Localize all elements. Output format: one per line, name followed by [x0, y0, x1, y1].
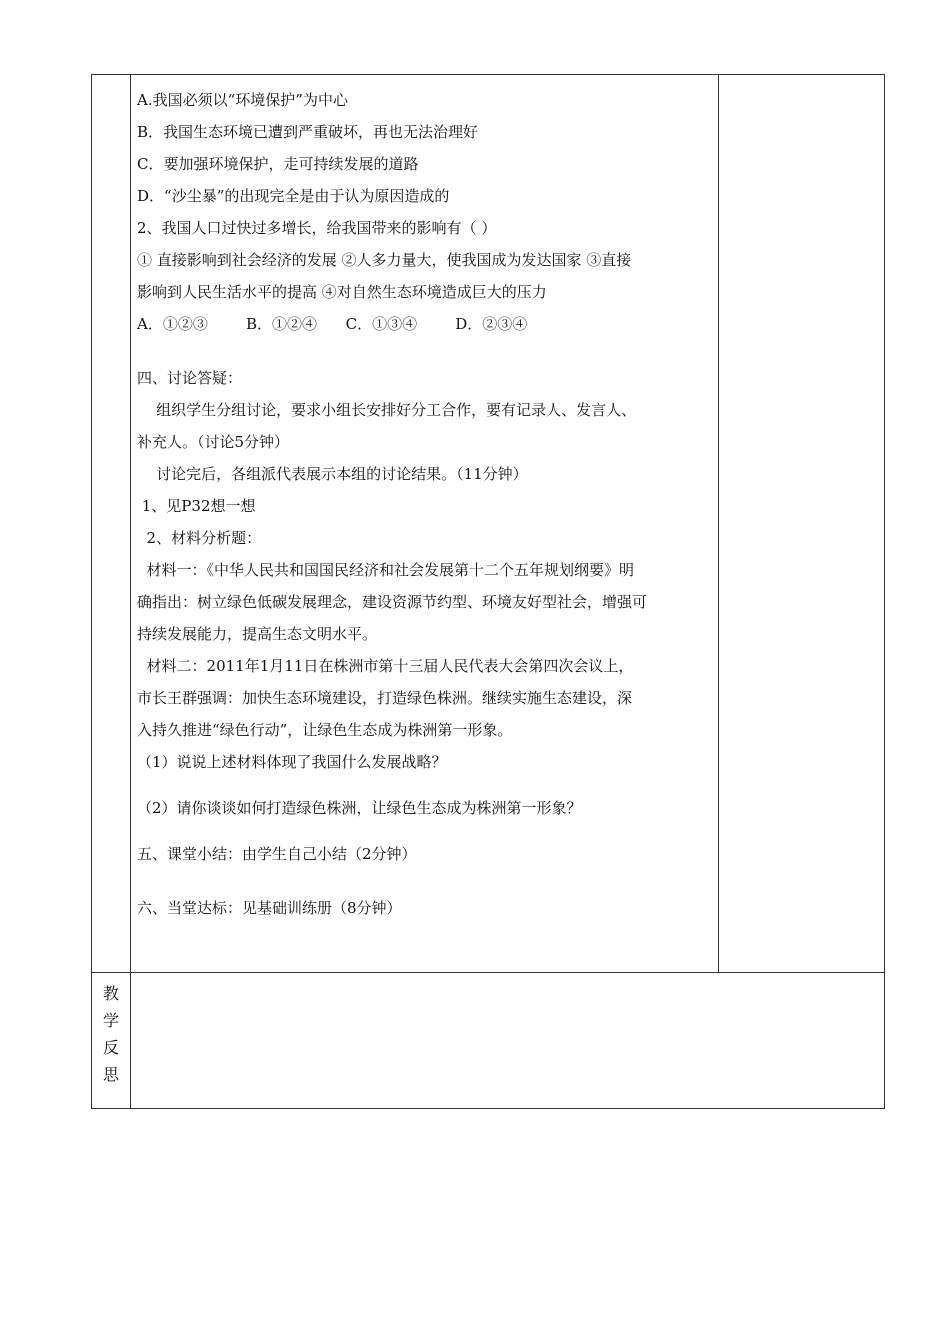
item-2: 2、材料分析题： [137, 529, 262, 547]
section-6-practice: 六、当堂达标：见基础训练册（8分钟） [137, 899, 402, 917]
option-d: D．“沙尘暴”的出现完全是由于认为原因造成的 [137, 187, 450, 205]
material-2-line-2: 市长王群强调：加快生态环境建设，打造绿色株洲。继续实施生态建设，深 [137, 689, 633, 707]
lesson-content [137, 84, 712, 924]
teaching-reflection-label [92, 980, 130, 1088]
sub-question-1: （1）说说上述材料体现了我国什么发展战略？ [137, 753, 447, 771]
question-2-options: A．①②③ B．①②④ C．①③④ D．②③④ [137, 315, 528, 333]
material-1-line-3: 持续发展能力，提高生态文明水平。 [137, 625, 378, 643]
question-2-statements-1: ① 直接影响到社会经济的发展 ②人多力量大，使我国成为发达国家 ③直接 [137, 251, 632, 269]
side-label-char: 教 [102, 984, 119, 1003]
sub-question-2: （2）请你谈谈如何打造绿色株洲，让绿色生态成为株洲第一形象？ [137, 799, 582, 817]
material-1-line-2: 确指出：树立绿色低碳发展理念，建设资源节约型、环境友好型社会，增强可 [137, 593, 648, 611]
table-divider-left [130, 74, 131, 1109]
item-1: 1、见P32想一想 [137, 497, 256, 515]
table-row-divider [91, 972, 885, 973]
option-b: B．我国生态环境已遭到严重破坏，再也无法治理好 [137, 123, 479, 141]
side-label-char: 学 [102, 1011, 119, 1030]
section-5-summary: 五、课堂小结：由学生自己小结（2分钟） [137, 845, 417, 863]
side-label-char: 反 [102, 1038, 119, 1057]
option-c: C．要加强环境保护，走可持续发展的道路 [137, 155, 419, 173]
question-2: 2、我国人口过快过多增长，给我国带来的影响有（ ） [137, 219, 497, 237]
discussion-text-1: 组织学生分组讨论，要求小组长安排好分工合作，要有记录人、发言人、 [137, 401, 637, 419]
section-4-heading: 四、讨论答疑： [137, 369, 243, 387]
material-2-line-3: 入持久推进“绿色行动”，让绿色生态成为株洲第一形象。 [137, 721, 513, 739]
table-divider-right [718, 74, 719, 972]
material-1-line-1: 材料一：《中华人民共和国国民经济和社会发展第十二个五年规划纲要》明 [137, 561, 635, 579]
question-2-statements-2: 影响到人民生活水平的提高 ④对自然生态环境造成巨大的压力 [137, 283, 547, 301]
discussion-text-3: 讨论完后，各组派代表展示本组的讨论结果。（11分钟） [137, 465, 528, 483]
discussion-text-2: 补充人。（讨论5分钟） [137, 433, 290, 451]
material-2-line-1: 材料二：2011年1月11日在株洲市第十三届人民代表大会第四次会议上， [137, 657, 634, 675]
option-a: A.我国必须以“环境保护”为中心 [137, 91, 348, 109]
side-label-char: 思 [102, 1065, 119, 1084]
